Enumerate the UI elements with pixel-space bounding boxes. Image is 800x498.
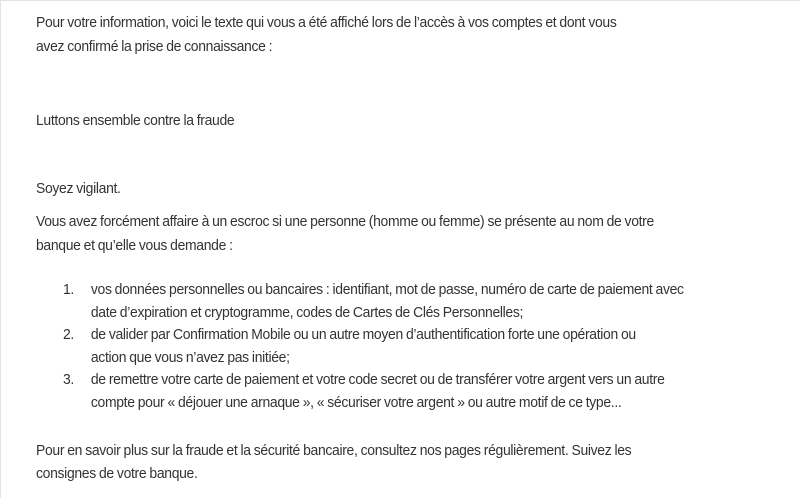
warning-line-2: banque et qu’elle vous demande : [36, 237, 233, 254]
list-item-line-2: compte pour « déjouer une arnaque », « sécuriser votre argent » ou autre motif de ce type... [90, 393, 622, 411]
list-item [36, 324, 684, 369]
intro-paragraph [36, 11, 616, 59]
list-number: 3. [62, 371, 74, 388]
list-item-line-1: vos données personnelles ou bancaires : identifiant, mot de passe, numéro de carte de paiement avec [90, 281, 684, 298]
intro-line-1: Pour votre information, voici le texte qui vous a été affiché lors de l’accès à vos comptes et dont vous [36, 14, 617, 31]
outro-line-2: consignes de votre banque. [36, 465, 198, 482]
fraud-headline: Luttons ensemble contre la fraude [36, 112, 235, 129]
outro-line-1: Pour en savoir plus sur la fraude et la sécurité bancaire, consultez nos pages régulièrement. Suivez les [36, 442, 632, 459]
list-number: 1. [62, 281, 74, 298]
warning-line-1: Vous avez forcément affaire à un escroc si une personne (homme ou femme) se présente au nom de votre [36, 213, 654, 230]
list-item-line-2: action que vous n’avez pas initiée; [90, 348, 290, 366]
scam-requests-list [36, 279, 684, 414]
list-item [36, 279, 684, 324]
vigilant-notice: Soyez vigilant. [36, 180, 121, 197]
intro-line-2: avez confirmé la prise de connaissance : [36, 38, 273, 55]
list-item-line-1: de remettre votre carte de paiement et votre code secret ou de transférer votre argent vers un autre [90, 371, 665, 388]
outro-paragraph [36, 439, 631, 485]
list-item-line-2: date d’expiration et cryptogramme, codes de Cartes de Clés Personnelles; [90, 303, 524, 321]
list-item [36, 369, 684, 414]
list-item-line-1: de valider par Confirmation Mobile ou un autre moyen d’authentification forte une opération ou [90, 326, 636, 343]
warning-paragraph [36, 210, 654, 258]
list-number: 2. [62, 326, 74, 343]
